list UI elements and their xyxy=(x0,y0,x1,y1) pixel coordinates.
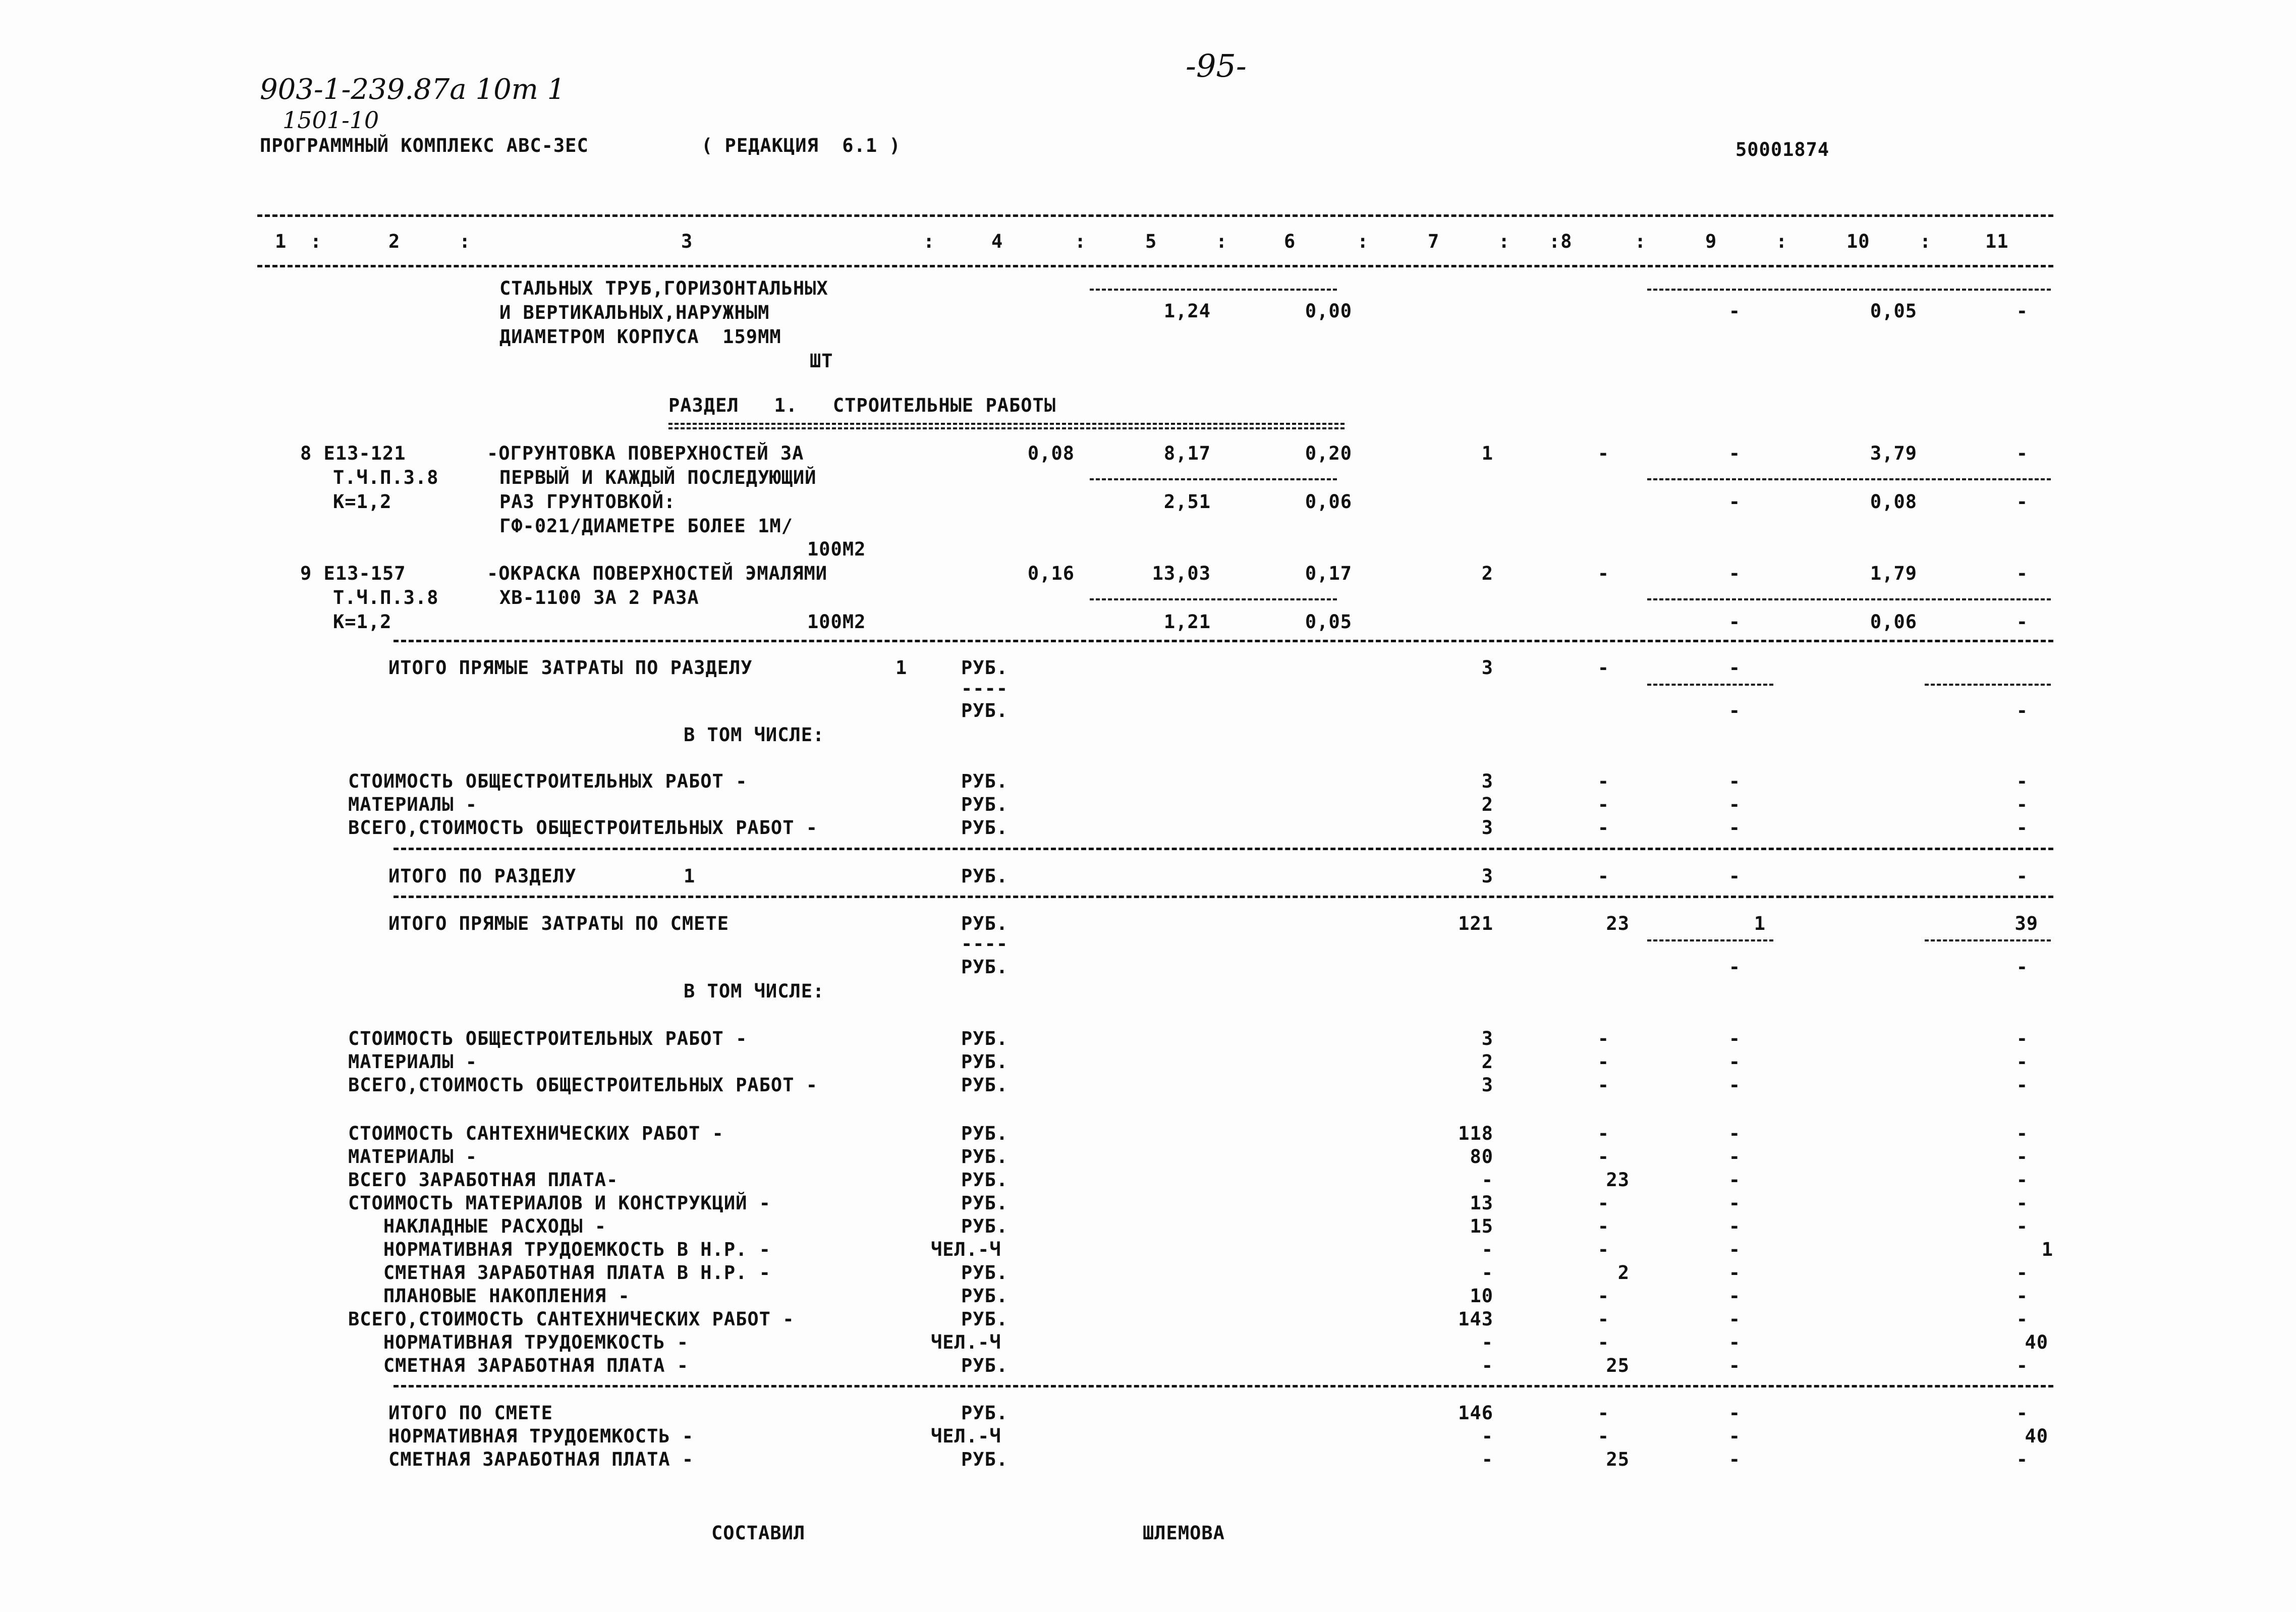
section-rule xyxy=(394,640,2053,642)
total-section-num: 1 xyxy=(895,657,908,679)
cell-value: 143 xyxy=(1458,1308,1493,1330)
item-desc-line: ГФ-021/ДИАМЕТРЕ БОЛЕЕ 1М/ xyxy=(499,515,793,537)
cell-value: - xyxy=(1597,1074,1609,1096)
cell-value: - xyxy=(2016,442,2028,464)
cell-value: - xyxy=(2016,956,2028,978)
col-sep: : xyxy=(1216,231,1228,252)
section-title: РАЗДЕЛ 1. СТРОИТЕЛЬНЫЕ РАБОТЫ xyxy=(668,395,1056,416)
cell-value: 40 xyxy=(2025,1331,2048,1353)
cell-value: 1,24 xyxy=(1163,300,1211,322)
cell-value: - xyxy=(1728,1449,1741,1470)
unit-label: РУБ. xyxy=(961,770,1009,792)
unit-label: РУБ. xyxy=(961,1355,1009,1376)
cell-value: - xyxy=(1728,1146,1741,1168)
sub-rule xyxy=(1925,684,2051,686)
cell-value: - xyxy=(1597,563,1609,584)
cell-value: - xyxy=(1481,1449,1493,1470)
cell-value: 2 xyxy=(1481,1051,1493,1073)
cell-value: - xyxy=(1728,1285,1741,1307)
cell-value: - xyxy=(1597,865,1609,887)
cell-value: - xyxy=(2016,700,2028,721)
item-desc-line: РАЗ ГРУНТОВКОЙ: xyxy=(499,491,676,513)
cell-value: - xyxy=(1728,611,1741,633)
cell-value: - xyxy=(1728,300,1741,322)
cell-value: - xyxy=(1597,1215,1609,1237)
cell-value: 2,51 xyxy=(1163,491,1211,513)
col-6-label: 6 xyxy=(1284,231,1296,252)
total-label: СМЕТНАЯ ЗАРАБОТНАЯ ПЛАТА - xyxy=(388,1449,694,1470)
cell-value: 1 xyxy=(2041,1239,2053,1260)
cell-value: - xyxy=(1728,1239,1741,1260)
cont-desc-line: ДИАМЕТРОМ КОРПУСА 159ММ xyxy=(499,326,781,348)
col-2-label: 2 xyxy=(388,231,401,252)
cell-value: - xyxy=(2016,1215,2028,1237)
unit-label: РУБ. xyxy=(961,1192,1009,1214)
header-rule-bottom xyxy=(257,265,2053,267)
cell-value: 146 xyxy=(1458,1402,1493,1424)
col-sep: : xyxy=(459,231,471,252)
list-item-label: СТОИМОСТЬ МАТЕРИАЛОВ И КОНСТРУКЦИЙ - xyxy=(348,1192,771,1214)
list-item-label: ПЛАНОВЫЕ НАКОПЛЕНИЯ - xyxy=(348,1285,630,1307)
unit-label: РУБ. xyxy=(961,1028,1009,1049)
total-label: ИТОГО ПРЯМЫЕ ЗАТРАТЫ ПО СМЕТЕ xyxy=(388,913,730,934)
cell-value: - xyxy=(2016,1169,2028,1191)
cell-value: 15 xyxy=(1470,1215,1493,1237)
program-title: ПРОГРАММНЫЙ КОМПЛЕКС АВС-3ЕС xyxy=(260,135,589,156)
col-4-label: 4 xyxy=(991,231,1003,252)
cell-value: 25 xyxy=(1606,1449,1630,1470)
cell-value: - xyxy=(1728,1308,1741,1330)
cell-value: - xyxy=(2016,1285,2028,1307)
author-name: ШЛЕМОВА xyxy=(1143,1522,1225,1544)
cell-value: - xyxy=(1597,1192,1609,1214)
cell-value: 0,08 xyxy=(1870,491,1917,513)
cell-value: - xyxy=(1597,442,1609,464)
cell-value: - xyxy=(1597,1239,1609,1260)
cell-value: 40 xyxy=(2025,1425,2048,1447)
list-item-label: ВСЕГО,СТОИМОСТЬ ОБЩЕСТРОИТЕЛЬНЫХ РАБОТ - xyxy=(348,1074,818,1096)
cell-value: - xyxy=(1597,1425,1609,1447)
cell-value: - xyxy=(2016,1192,2028,1214)
cell-value: - xyxy=(1728,1028,1741,1049)
cell-value: 2 xyxy=(1481,794,1493,815)
item-coefficient: К=1,2 xyxy=(333,611,392,633)
cell-value: 23 xyxy=(1606,913,1630,934)
col-7-label: 7 xyxy=(1428,231,1440,252)
cell-value: - xyxy=(2016,1123,2028,1144)
cell-value: - xyxy=(2016,865,2028,887)
document-id: 50001874 xyxy=(1735,139,1830,160)
cell-value: - xyxy=(1481,1355,1493,1376)
cell-value: 3 xyxy=(1481,1028,1493,1049)
cell-value: - xyxy=(1728,491,1741,513)
cell-value: 0,17 xyxy=(1305,563,1352,584)
cell-value: - xyxy=(1728,1215,1741,1237)
item-unit: 100М2 xyxy=(807,611,866,633)
unit-label: РУБ. xyxy=(961,1051,1009,1073)
page-number: -95- xyxy=(1186,47,1247,84)
col-sep: : xyxy=(1357,231,1369,252)
cell-value: - xyxy=(1597,1028,1609,1049)
cell-value: - xyxy=(2016,1074,2028,1096)
sub-rule xyxy=(1647,289,2051,291)
unit-label: ЧЕЛ.-Ч xyxy=(931,1239,1001,1260)
cell-value: - xyxy=(1728,1051,1741,1073)
section-rule xyxy=(394,848,2053,850)
cell-value: - xyxy=(2016,817,2028,839)
cell-value: - xyxy=(1728,1123,1741,1144)
cell-value: - xyxy=(2016,1051,2028,1073)
cell-value: - xyxy=(1728,657,1741,679)
cell-value: - xyxy=(1481,1262,1493,1284)
col-10-label: 10 xyxy=(1846,231,1870,252)
col-sep: : xyxy=(1498,231,1510,252)
cell-value: - xyxy=(1481,1331,1493,1353)
unit-label: РУБ. xyxy=(961,817,1009,839)
cell-value: - xyxy=(1597,794,1609,815)
cell-value: 10 xyxy=(1470,1285,1493,1307)
cell-value: - xyxy=(1597,770,1609,792)
item-desc-line: -ОГРУНТОВКА ПОВЕРХНОСТЕЙ ЗА xyxy=(487,442,804,464)
item-desc-line: ХВ-1100 ЗА 2 РАЗА xyxy=(499,587,699,608)
cell-value: - xyxy=(2016,1402,2028,1424)
col-sep: : xyxy=(1920,231,1932,252)
cell-value: 121 xyxy=(1458,913,1493,934)
cell-value: 3,79 xyxy=(1870,442,1917,464)
total-label: ИТОГО ПО СМЕТЕ xyxy=(388,1402,553,1424)
cell-value: 118 xyxy=(1458,1123,1493,1144)
cell-value: 3 xyxy=(1481,817,1493,839)
unit-label: РУБ. xyxy=(961,1169,1009,1191)
col-sep: : xyxy=(1075,231,1087,252)
unit-label: РУБ. xyxy=(961,1074,1009,1096)
cont-desc-line: И ВЕРТИКАЛЬНЫХ,НАРУЖНЫМ xyxy=(499,302,770,323)
cell-value: - xyxy=(1728,1169,1741,1191)
cell-value: - xyxy=(1728,1355,1741,1376)
handwritten-doc-code: 903-1-239.87а 10т 1 xyxy=(260,73,566,106)
cell-value: - xyxy=(2016,794,2028,815)
list-item-label: СТОИМОСТЬ САНТЕХНИЧЕСКИХ РАБОТ - xyxy=(348,1123,724,1144)
col-8-label: :8 xyxy=(1549,231,1573,252)
total-label: ИТОГО ПО РАЗДЕЛУ xyxy=(388,865,577,887)
cell-value: - xyxy=(2016,1308,2028,1330)
cell-value: - xyxy=(1728,1262,1741,1284)
list-item-label: МАТЕРИАЛЫ - xyxy=(348,1146,478,1168)
total-label: НОРМАТИВНАЯ ТРУДОЕМКОСТЬ - xyxy=(388,1425,694,1447)
unit-label: РУБ. xyxy=(961,1285,1009,1307)
cell-value: 39 xyxy=(2014,913,2038,934)
unit-label: РУБ. xyxy=(961,700,1009,721)
cell-value: 23 xyxy=(1606,1169,1630,1191)
unit-label: РУБ. xyxy=(961,1308,1009,1330)
cell-value: - xyxy=(2016,770,2028,792)
list-item-label: ВСЕГО,СТОИМОСТЬ САНТЕХНИЧЕСКИХ РАБОТ - xyxy=(348,1308,795,1330)
cell-value: - xyxy=(1597,817,1609,839)
cell-value: 1 xyxy=(1481,442,1493,464)
item-desc-line: ПЕРВЫЙ И КАЖДЫЙ ПОСЛЕДУЮЩИЙ xyxy=(499,467,817,488)
cell-value: 0,06 xyxy=(1305,491,1352,513)
unit-label: РУБ. xyxy=(961,1123,1009,1144)
cell-value: - xyxy=(1597,1051,1609,1073)
cell-value: 2 xyxy=(1617,1262,1630,1284)
unit-dash: ---- xyxy=(961,933,1009,955)
cell-value: - xyxy=(1728,563,1741,584)
col-5-label: 5 xyxy=(1145,231,1157,252)
sub-rule xyxy=(1090,598,1337,600)
item-coefficient: К=1,2 xyxy=(333,491,392,513)
cell-value: - xyxy=(1728,1402,1741,1424)
col-sep: : xyxy=(1776,231,1788,252)
cell-value: 3 xyxy=(1481,865,1493,887)
cell-value: 80 xyxy=(1470,1146,1493,1168)
unit-label: РУБ. xyxy=(961,865,1009,887)
unit-label: РУБ. xyxy=(961,1146,1009,1168)
cell-value: 8,17 xyxy=(1163,442,1211,464)
cell-value: - xyxy=(2016,1355,2028,1376)
cell-value: - xyxy=(1597,1146,1609,1168)
composed-label: СОСТАВИЛ xyxy=(711,1522,806,1544)
col-1-label: 1 : xyxy=(275,231,322,252)
cell-value: - xyxy=(1728,1074,1741,1096)
cell-value: 0,06 xyxy=(1870,611,1917,633)
including-label: В ТОМ ЧИСЛЕ: xyxy=(684,724,825,746)
section-rule xyxy=(394,1385,2053,1387)
section-rule xyxy=(394,896,2053,898)
cell-value: - xyxy=(2016,1262,2028,1284)
sub-rule xyxy=(1647,478,2051,480)
cell-value: - xyxy=(1597,1331,1609,1353)
unit-label: РУБ. xyxy=(961,1215,1009,1237)
unit-label: РУБ. xyxy=(961,1449,1009,1470)
redaction-label: ( РЕДАКЦИЯ 6.1 ) xyxy=(701,135,901,156)
unit-label: РУБ. xyxy=(961,657,1009,679)
cell-value: - xyxy=(1597,1402,1609,1424)
total-label: ИТОГО ПРЯМЫЕ ЗАТРАТЫ ПО РАЗДЕЛУ xyxy=(388,657,753,679)
cell-value: 0,08 xyxy=(1027,442,1075,464)
cell-value: 1,79 xyxy=(1870,563,1917,584)
cell-value: 0,05 xyxy=(1870,300,1917,322)
cell-value: 1,21 xyxy=(1163,611,1211,633)
cell-value: - xyxy=(1481,1169,1493,1191)
header-rule-top xyxy=(257,214,2053,217)
item-reference: Т.Ч.П.3.8 xyxy=(333,587,439,608)
handwritten-doc-code-2: 1501-10 xyxy=(283,106,379,134)
cell-value: - xyxy=(1728,442,1741,464)
cell-value: 0,16 xyxy=(1027,563,1075,584)
list-item-label: НАКЛАДНЫЕ РАСХОДЫ - xyxy=(348,1215,607,1237)
cell-value: 3 xyxy=(1481,1074,1493,1096)
cell-value: 0,20 xyxy=(1305,442,1352,464)
cell-value: 13,03 xyxy=(1152,563,1211,584)
cell-value: - xyxy=(1728,794,1741,815)
list-item-label: ВСЕГО ЗАРАБОТНАЯ ПЛАТА- xyxy=(348,1169,619,1191)
col-sep: : xyxy=(923,231,935,252)
cell-value: 3 xyxy=(1481,770,1493,792)
cell-value: - xyxy=(1597,1285,1609,1307)
list-item-label: МАТЕРИАЛЫ - xyxy=(348,794,478,815)
list-item-label: НОРМАТИВНАЯ ТРУДОЕМКОСТЬ - xyxy=(348,1331,689,1353)
sub-rule xyxy=(1090,478,1337,480)
total-section-num: 1 xyxy=(684,865,696,887)
list-item-label: СТОИМОСТЬ ОБЩЕСТРОИТЕЛЬНЫХ РАБОТ - xyxy=(348,1028,748,1049)
cell-value: - xyxy=(1597,657,1609,679)
list-item-label: СМЕТНАЯ ЗАРАБОТНАЯ ПЛАТА В Н.Р. - xyxy=(348,1262,771,1284)
list-item-label: СМЕТНАЯ ЗАРАБОТНАЯ ПЛАТА - xyxy=(348,1355,689,1376)
cell-value: - xyxy=(2016,563,2028,584)
cell-value: 25 xyxy=(1606,1355,1630,1376)
cell-value: - xyxy=(2016,1028,2028,1049)
sub-rule xyxy=(1647,684,1773,686)
cell-value: 0,05 xyxy=(1305,611,1352,633)
cont-unit: ШТ xyxy=(810,350,833,372)
list-item-label: ВСЕГО,СТОИМОСТЬ ОБЩЕСТРОИТЕЛЬНЫХ РАБОТ - xyxy=(348,817,818,839)
cell-value: - xyxy=(2016,491,2028,513)
sub-rule xyxy=(1647,939,1773,941)
cell-value: 13 xyxy=(1470,1192,1493,1214)
section-title-underline xyxy=(668,423,1345,429)
cell-value: 1 xyxy=(1754,913,1766,934)
cell-value: - xyxy=(1728,1425,1741,1447)
unit-label: РУБ. xyxy=(961,956,1009,978)
including-label: В ТОМ ЧИСЛЕ: xyxy=(684,980,825,1002)
cell-value: - xyxy=(1597,1123,1609,1144)
item-unit: 100М2 xyxy=(807,538,866,560)
cell-value: - xyxy=(1728,956,1741,978)
cell-value: - xyxy=(1597,1308,1609,1330)
item-desc-line: -ОКРАСКА ПОВЕРХНОСТЕЙ ЭМАЛЯМИ xyxy=(487,563,828,584)
cell-value: 0,00 xyxy=(1305,300,1352,322)
list-item-label: МАТЕРИАЛЫ - xyxy=(348,1051,478,1073)
cell-value: - xyxy=(1728,1192,1741,1214)
cell-value: - xyxy=(2016,1146,2028,1168)
col-11-label: 11 xyxy=(1985,231,2009,252)
cell-value: - xyxy=(2016,300,2028,322)
cell-value: 2 xyxy=(1481,563,1493,584)
cont-desc-line: СТАЛЬНЫХ ТРУБ,ГОРИЗОНТАЛЬНЫХ xyxy=(499,277,828,299)
cell-value: - xyxy=(1728,700,1741,721)
list-item-label: СТОИМОСТЬ ОБЩЕСТРОИТЕЛЬНЫХ РАБОТ - xyxy=(348,770,748,792)
cell-value: - xyxy=(1728,865,1741,887)
cell-value: - xyxy=(2016,1449,2028,1470)
unit-label: ЧЕЛ.-Ч xyxy=(931,1331,1001,1353)
unit-label: РУБ. xyxy=(961,1262,1009,1284)
unit-label: ЧЕЛ.-Ч xyxy=(931,1425,1001,1447)
unit-label: РУБ. xyxy=(961,1402,1009,1424)
col-sep: : xyxy=(1635,231,1647,252)
cell-value: - xyxy=(1481,1425,1493,1447)
cell-value: - xyxy=(1728,1331,1741,1353)
cell-value: 3 xyxy=(1481,657,1493,679)
cell-value: - xyxy=(1728,770,1741,792)
list-item-label: НОРМАТИВНАЯ ТРУДОЕМКОСТЬ В Н.Р. - xyxy=(348,1239,771,1260)
cell-value: - xyxy=(1481,1239,1493,1260)
sub-rule xyxy=(1647,598,2051,600)
col-9-label: 9 xyxy=(1705,231,1717,252)
col-3-label: 3 xyxy=(681,231,693,252)
unit-label: РУБ. xyxy=(961,794,1009,815)
unit-dash: ---- xyxy=(961,678,1009,699)
cell-value: - xyxy=(1728,817,1741,839)
unit-label: РУБ. xyxy=(961,913,1009,934)
item-number: 9 Е13-157 xyxy=(300,563,406,584)
sub-rule xyxy=(1925,939,2051,941)
item-number: 8 Е13-121 xyxy=(300,442,406,464)
item-reference: Т.Ч.П.3.8 xyxy=(333,467,439,488)
sub-rule xyxy=(1090,289,1337,291)
cell-value: - xyxy=(2016,611,2028,633)
